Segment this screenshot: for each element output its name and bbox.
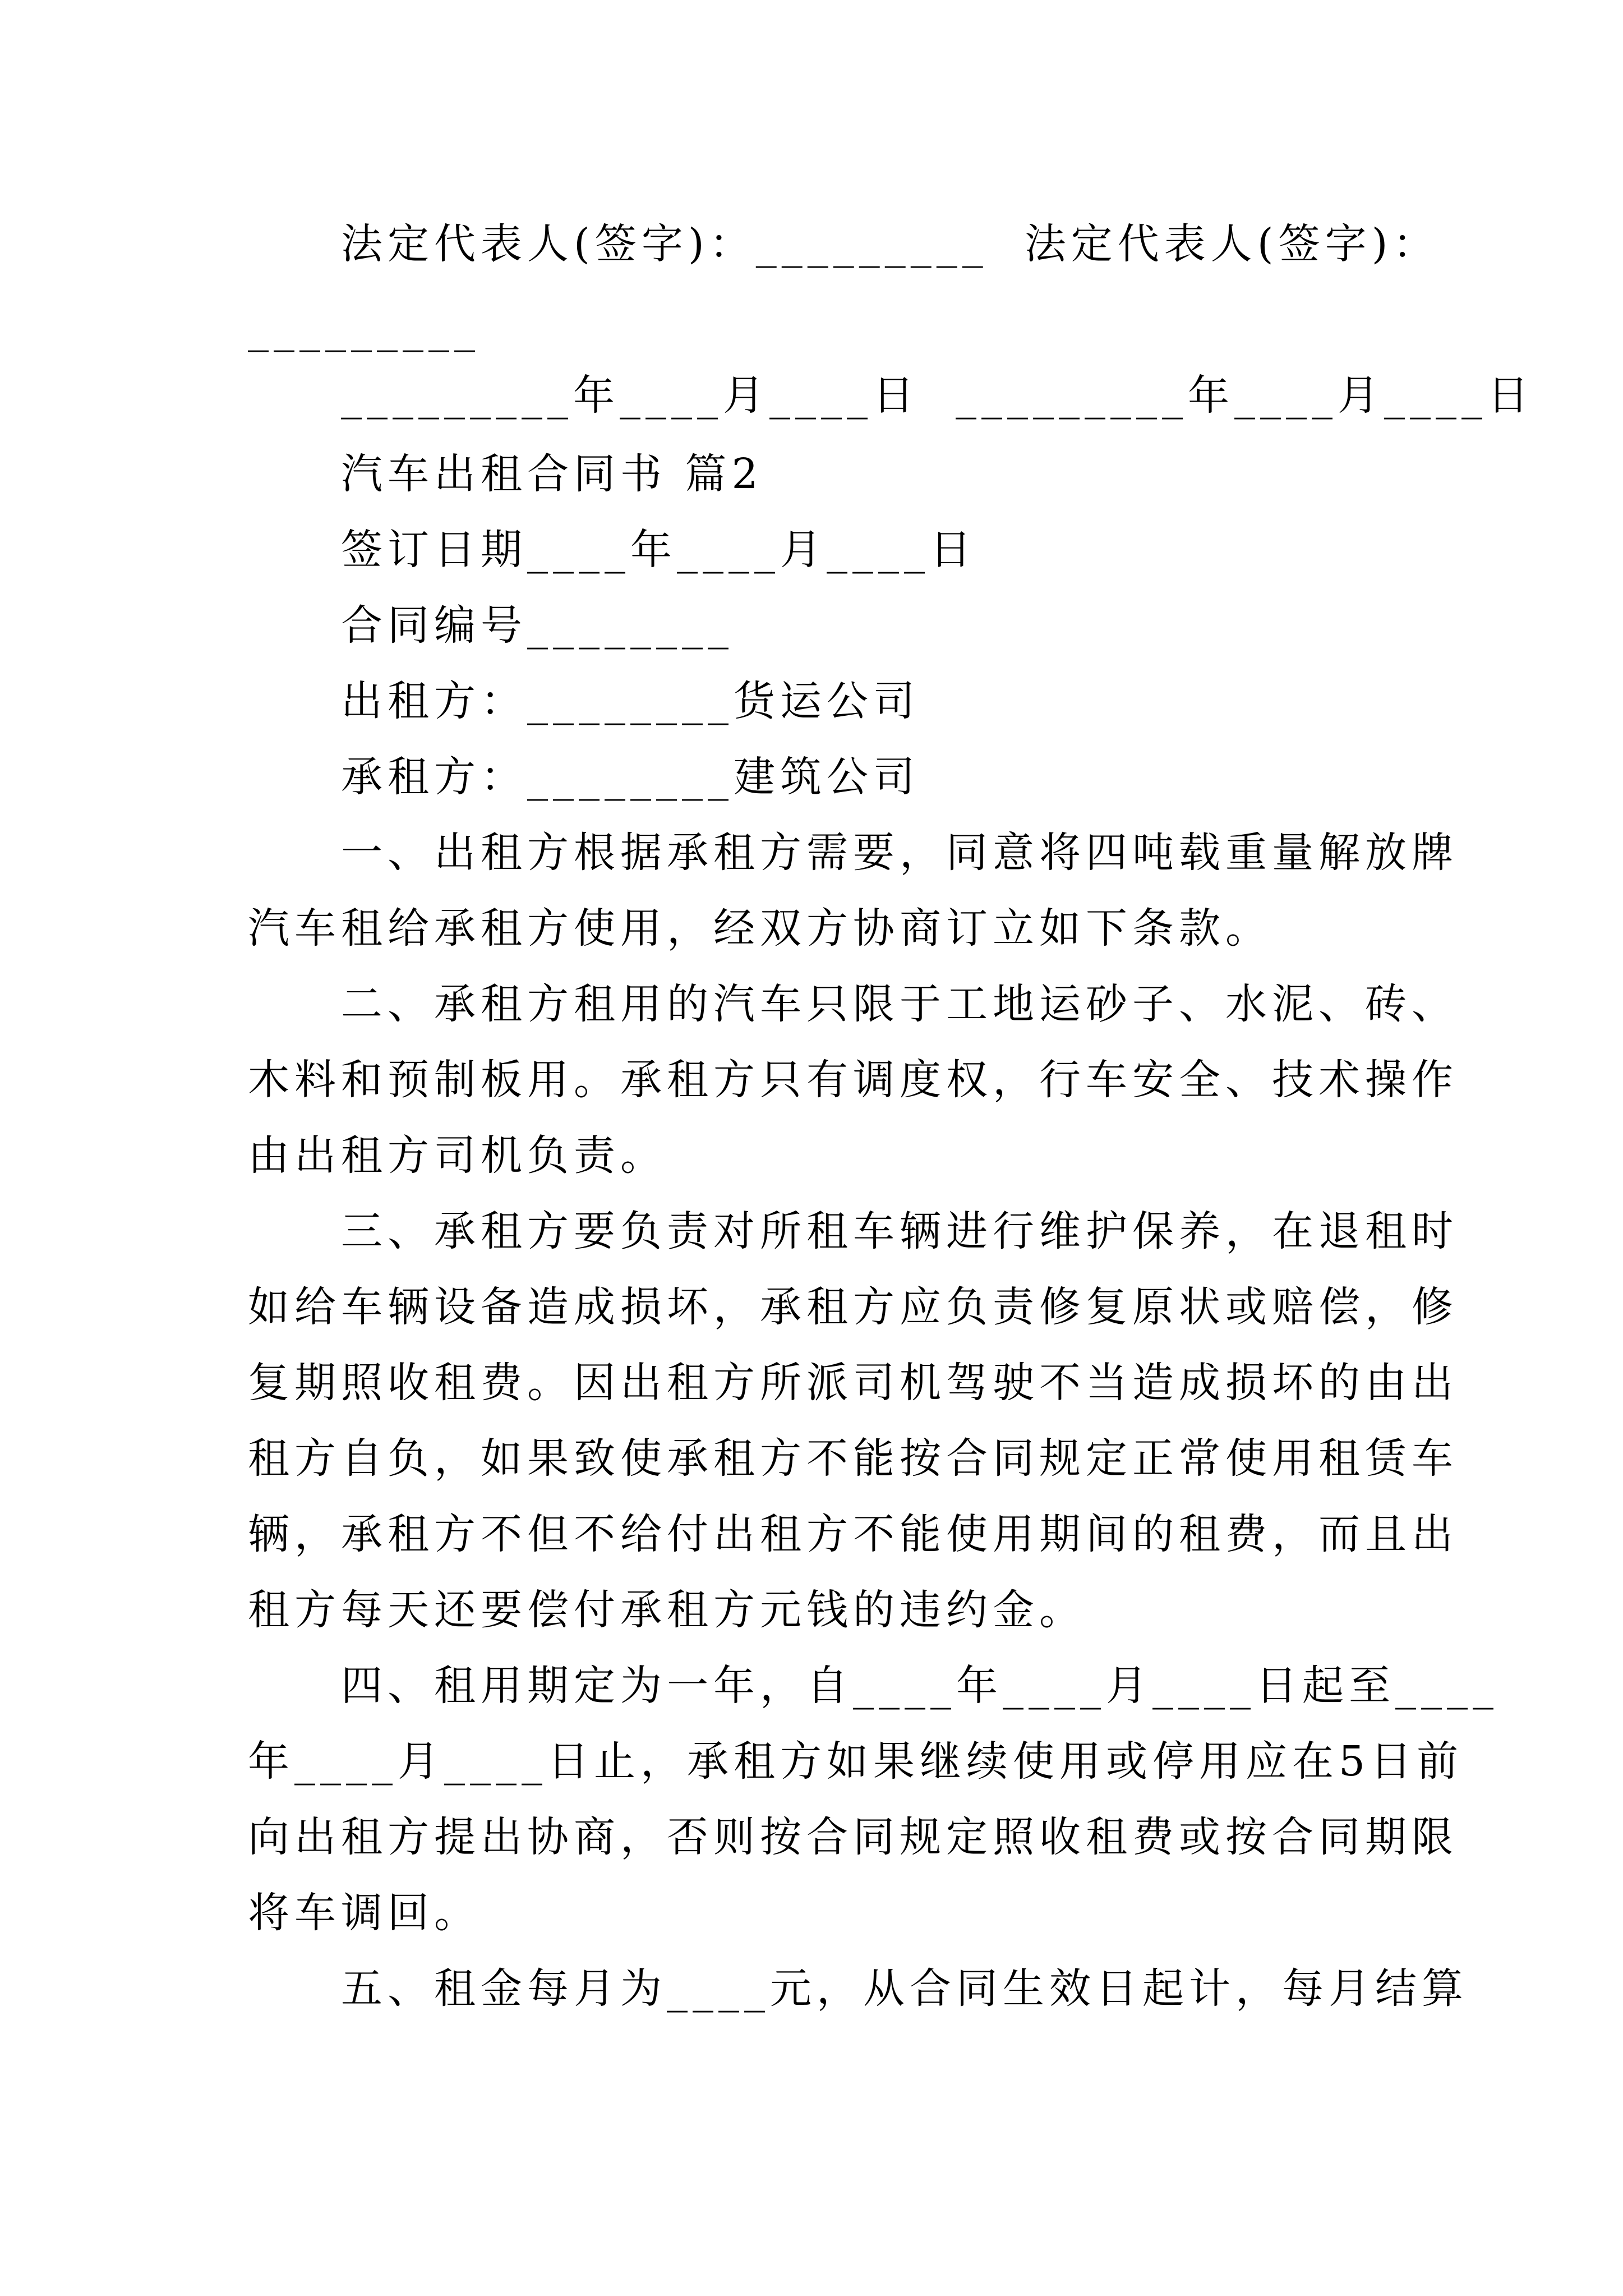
- clause-3-line-4: 租方自负，如果致使承租方不能按合同规定正常使用租赁车: [248, 1434, 1458, 1483]
- clause-1-line-2: 汽车租给承租方使用，经双方协商订立如下条款。: [248, 904, 1272, 953]
- clause-4-line-2: 年____月____日止，承租方如果继续使用或停用应在5日前: [248, 1737, 1464, 1786]
- clause-3-line-2: 如给车辆设备造成损坏，承租方应负责修复原状或赔偿，修: [248, 1283, 1458, 1331]
- clause-1-line-1: 一、出租方根据承租方需要，同意将四吨载重量解放牌: [341, 829, 1458, 877]
- clause-3-line-3: 复期照收租费。因出租方所派司机驾驶不当造成损坏的由出: [248, 1359, 1458, 1407]
- clause-5-line-1: 五、租金每月为____元，从合同生效日起计，每月结算: [341, 1964, 1468, 2013]
- lessor-line: 出租方：________货运公司: [341, 677, 920, 725]
- date-line: _________年____月____日 _________年____月____日: [341, 371, 1534, 420]
- clause-4-line-4: 将车调回。: [248, 1889, 481, 1937]
- signature-blank: _________: [248, 304, 480, 352]
- signing-date: 签订日期____年____月____日: [341, 526, 976, 574]
- clause-4-line-1: 四、租用期定为一年，自____年____月____日起至____: [341, 1662, 1498, 1710]
- clause-2-line-3: 由出租方司机负责。: [248, 1131, 667, 1180]
- contract-number: 合同编号________: [341, 601, 734, 650]
- section-title: 汽车出租合同书 篇2: [341, 450, 763, 498]
- clause-2-line-2: 木料和预制板用。承租方只有调度权，行车安全、技术操作: [248, 1056, 1458, 1104]
- clause-3-line-6: 租方每天还要偿付承租方元钱的违约金。: [248, 1586, 1086, 1634]
- clause-2-line-1: 二、承租方租用的汽车只限于工地运砂子、水泥、砖、: [341, 980, 1458, 1028]
- lessee-line: 承租方：________建筑公司: [341, 753, 920, 801]
- clause-3-line-1: 三、承租方要负责对所租车辆进行维护保养，在退租时: [341, 1207, 1458, 1255]
- clause-4-line-3: 向出租方提出协商，否则按合同规定照收租费或按合同期限: [248, 1813, 1458, 1861]
- clause-3-line-5: 辆，承租方不但不给付出租方不能使用期间的租费，而且出: [248, 1510, 1458, 1558]
- signature-line: 法定代表人(签字)：_________ 法定代表人(签字)：: [341, 220, 1440, 268]
